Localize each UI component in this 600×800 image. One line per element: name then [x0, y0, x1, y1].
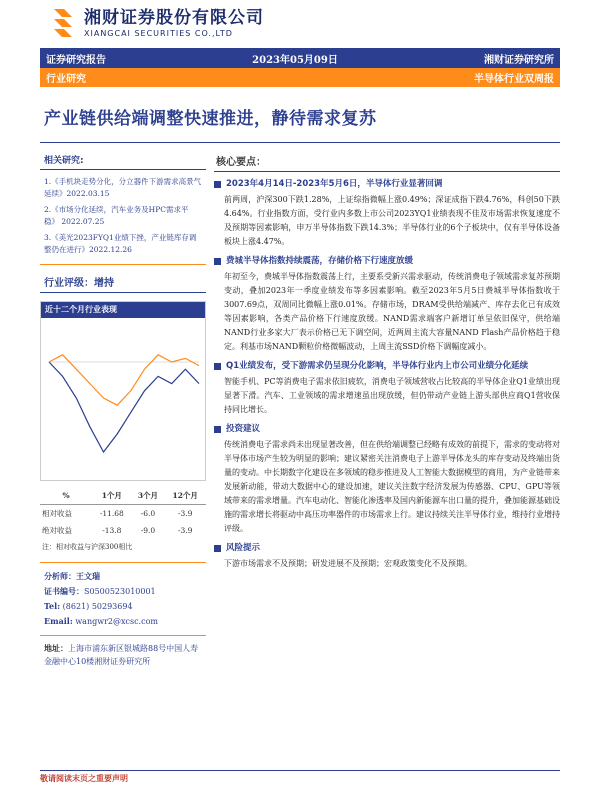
point-body: 智能手机、PC等消费电子需求依旧疲软，消费电子领域营收占比较高的半导体企业Q1业绩出现显著下滑。汽车、工业领域的需求增速虽出现放缓，但仍带动产业链上游头部供应商Q1营收保持同比增长。: [224, 377, 560, 414]
point-title: 2023年4月14日-2023年5月6日，半导体行业显著回调: [226, 179, 443, 189]
point-heading: [214, 255, 560, 268]
email-address[interactable]: wangwr2@xcsc.com: [75, 617, 158, 626]
point-body: 前两周，沪深300下跌1.28%，上证综指微幅上涨0.49%；深证成指下跌4.76%，科创50下跌4.64%。行业指数方面，受行业内多数上市公司2023YQ1业绩表现不佳及市场需求恢复速度不及预期等因素影响，申万半导体指数下跌14.3%；半导体行业的6个子板块中，仅有半导体设备板块上涨4.47%。: [224, 195, 560, 246]
left-sidebar: [40, 150, 206, 674]
table-header: %: [40, 487, 92, 505]
point-title: 风险提示: [226, 543, 261, 553]
address-block: [40, 636, 206, 674]
related-research-heading: 相关研究:: [40, 150, 206, 170]
institute-name: 湘财证券研究所: [483, 54, 554, 66]
table-cell: -9.0: [140, 526, 156, 535]
row-label: 相对收益: [42, 509, 72, 518]
table-header: 12个月: [164, 487, 206, 505]
bullet-square-icon: [214, 426, 221, 433]
point-title: 投资建议: [226, 424, 261, 434]
performance-table: [40, 487, 206, 539]
tel-number: (8621) 50293694: [62, 602, 133, 611]
bullet-square-icon: [214, 181, 221, 188]
analyst-name: 王文瑞: [76, 571, 100, 581]
footer-disclaimer[interactable]: 敬请阅读末页之重要声明: [40, 773, 128, 783]
chart-series-line: [49, 355, 199, 405]
related-research-item[interactable]: 1.《手机块走势分化，分立器件下游需求高景气延续》2022.03.15: [44, 177, 202, 198]
table-cell: -13.8: [102, 526, 122, 535]
chart-series-line: [49, 362, 199, 452]
point-heading: [214, 423, 560, 436]
address-text: 上海市浦东新区银城路88号中国人寿金融中心10楼湘财证券研究所: [44, 644, 199, 666]
report-info-bar: [40, 48, 560, 68]
divider: [40, 264, 206, 265]
point-body: 下游市场需求不及预期；研发进展不及预期；宏观政策变化不及预期。: [224, 559, 472, 568]
analyst-label: 分析师：: [44, 571, 76, 581]
related-research-item[interactable]: 3.《美光2023FYQ1业绩下挫，产业链库存调整仍在进行》2022.12.26: [44, 233, 197, 254]
table-cell: -3.9: [177, 526, 193, 535]
table-cell: -3.9: [177, 509, 193, 518]
core-points-heading: 核心要点：: [214, 150, 560, 172]
table-cell: -6.0: [140, 509, 156, 518]
tel-label: Tel:: [44, 601, 61, 611]
report-kind: 半导体行业双周报: [474, 74, 554, 85]
page-title: 产业链供给端调整快速推进，静待需求复苏: [44, 109, 377, 129]
point-heading: [214, 178, 560, 191]
chart-plot: [41, 318, 205, 480]
point-body: 传统消费电子需求尚未出现显著改善，但在供给端调整已经略有成效的前提下，需求的变动将对半导体市场产生较为明显的影响；建议紧密关注消费电子上游半导体龙头的库存变动及终端出货量的变动。中长期数字化建设在多领域的稳步推进及人工智能大数据模型的商用，为产业链带来发展新动能，带动大数据中心的建设加速，建议关注数字经济发展为传感器、CPU、GPU等领域带来的需求增量。汽车电动化、智能化渗透率及国内新能源车出口量的提升，叠加能源基础设施的需求增长将驱动中高压功率器件的市场需求上行。建议持续关注半导体行业，维持行业增持评级。: [224, 440, 560, 533]
chart-title: 近十二个月行业表现: [41, 302, 205, 318]
industry-rating: 行业评级：增持: [40, 271, 206, 293]
table-row: [40, 522, 206, 539]
report-type: 证券研究报告: [46, 54, 106, 66]
title-divider: [40, 142, 560, 143]
cert-label: 证书编号：: [44, 586, 84, 596]
analyst-info: [40, 563, 206, 635]
point-heading: [214, 360, 560, 373]
bullet-square-icon: [214, 258, 221, 265]
company-name-cn: 湘财证券股份有限公司: [84, 8, 264, 28]
address-label: 地址：: [44, 643, 68, 653]
table-header: 1个月: [92, 487, 131, 505]
related-research-list: [40, 170, 206, 264]
table-note: 注：相对收益与沪深300相比: [42, 543, 133, 551]
main-content: [214, 150, 560, 571]
row-label: 绝对收益: [42, 526, 72, 535]
table-row: [40, 505, 206, 523]
report-date: 2023年05月09日: [252, 54, 338, 66]
point-title: Q1业绩发布，受下游需求仍呈现分化影响，半导体行业内上市公司业绩分化延续: [226, 361, 529, 371]
report-category: 行业研究: [46, 74, 86, 85]
table-header: 3个月: [131, 487, 164, 505]
company-logo-icon: [50, 7, 76, 41]
point-body: 年初至今，费城半导体指数震荡上行，主要系受新兴需求驱动，传统消费电子领域需求复苏预期变动，叠加2023年一季度业绩发布等多因素影响。截至2023年5月5日费城半导体指数收于3007.69点，双周同比微幅上涨0.01%。存储市场，DRAM受供给端减产、库存去化已有成效等因素影响，各类产品价格下行速度放缓。NAND需求端客户新增订单呈依旧保守，供给端NAND行业多家大厂表示价格已无下调空间，近两周主流大容量NAND Flash产品价格趋于稳定。利基市场NAND颗粒价格微幅波动，上周主流SSD价格下调幅度减小。: [224, 272, 560, 351]
table-header-row: [40, 487, 206, 505]
company-logo: [50, 4, 264, 44]
bullet-square-icon: [214, 363, 221, 370]
category-bar: [40, 68, 560, 87]
point-title: 费城半导体指数持续震荡，存储价格下行速度放缓: [226, 256, 414, 266]
company-name-en: XIANGCAI SECURITIES CO.,LTD: [84, 29, 233, 38]
related-research-item[interactable]: 2.《市场分化延续，汽车业务及HPC需求平稳》 2022.07.25: [44, 205, 189, 226]
bullet-square-icon: [214, 545, 221, 552]
cert-number: S0500523010001: [84, 587, 156, 596]
point-heading: [214, 542, 560, 555]
email-label: Email:: [44, 616, 73, 626]
table-cell: -11.68: [99, 509, 124, 518]
footer-divider: [40, 770, 560, 771]
performance-chart: [40, 301, 206, 481]
